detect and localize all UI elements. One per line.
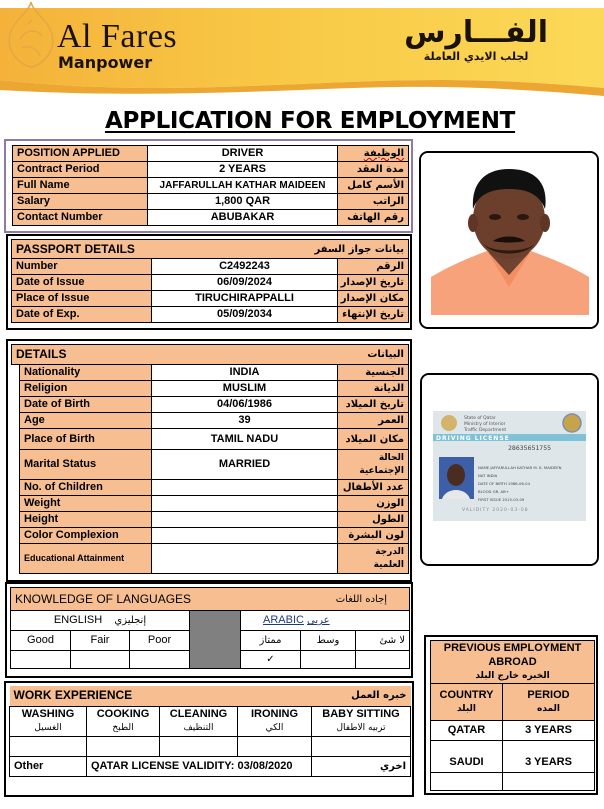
english-label: ENGLISH [53,614,103,626]
position-label-ar: الوظيفة [338,146,409,162]
weight-value[interactable] [152,496,338,512]
svg-text:Ministry of Interior: Ministry of Interior [464,422,506,427]
prev-employment-title: PREVIOUS EMPLOYMENT ABROAD [443,642,582,668]
work-col-cleaning-ar: التنظيف [183,723,214,733]
table-row [13,162,409,178]
table-row [12,275,409,291]
table-row [12,381,409,397]
complexion-label-ar: لون البشرة [338,528,409,544]
section-header-row [12,240,409,259]
table-row [12,413,409,429]
table-row [12,307,409,323]
page-title: APPLICATION FOR EMPLOYMENT [104,108,516,134]
contact-number-label: Contact Number [13,210,148,226]
work-col-ironing-ar: الكي [265,723,284,733]
license-header-en: State of Qatar [464,416,496,421]
arabic-level-average: وسط [301,631,356,651]
languages-title: KNOWLEDGE OF LANGUAGES [15,591,192,606]
passport-number-label-ar: الرقم [338,259,409,275]
work-col-cooking-en: COOKING [96,708,150,720]
languages-header [11,588,410,611]
applicant-photo-frame [419,151,599,329]
col-country-en: COUNTRY [439,689,494,701]
svg-text:NAT INDIA: NAT INDIA [478,473,498,478]
table-row [13,178,409,194]
date-of-issue-label: Date of Issue [12,275,152,291]
date-of-birth-label: Date of Birth [20,397,152,413]
table-row [12,496,409,512]
brand-logo-arabic [404,16,548,64]
children-label: No. of Children [20,480,152,496]
english-good-mark[interactable] [11,651,71,669]
svg-text:FIRST ISSUE 2015-03-09: FIRST ISSUE 2015-03-09 [478,497,525,502]
languages-table [10,587,410,669]
cooking-value[interactable] [87,736,160,756]
washing-value[interactable] [10,736,87,756]
svg-text:DATE OF BIRTH 1986-06-04: DATE OF BIRTH 1986-06-04 [478,481,530,486]
position-label: POSITION APPLIED [13,146,148,162]
table-row [12,259,409,275]
weight-label-ar: الوزن [338,496,409,512]
prev-country-2: SAUDI [431,741,503,773]
work-values-row [10,736,411,756]
table-row [12,480,409,496]
passport-title: PASSPORT DETAILS [16,241,135,256]
place-of-issue-label-ar: مكان الإصدار [338,291,409,307]
previous-employment-table [430,640,595,791]
salary-label: Salary [13,194,148,210]
arabic-none-mark[interactable] [356,651,410,669]
driving-license-frame [420,373,599,566]
english-level-poor: Poor [130,631,190,651]
arabic-label-ar: عربى [307,615,330,626]
salary-label-ar: الراتب [338,194,409,210]
date-of-expiry-label-ar: تاريخ الإنتهاء [338,307,409,323]
date-of-expiry-label: Date of Exp. [12,307,152,323]
table-row [13,146,409,162]
arabic-level-none: لا شئ [356,631,410,651]
contract-period-label: Contract Period [13,162,148,178]
nationality-label: Nationality [20,365,152,381]
position-value: DRIVER [148,146,338,162]
religion-label-ar: الديانة [338,381,409,397]
work-col-cooking [87,706,160,736]
education-label: Educational Attainment [20,544,152,574]
english-poor-mark[interactable] [130,651,190,669]
applicant-photo [421,153,597,327]
salary-value: 1,800 QAR [148,194,338,210]
place-of-birth-value: TAMIL NADU [152,429,338,450]
work-col-cleaning-en: CLEANING [169,708,228,720]
work-col-ironing-en: IRONING [250,708,299,720]
marital-status-label-ar: الحالة الإجتماعية [338,450,409,480]
passport-header [12,240,409,259]
section-header-row [12,345,409,365]
languages-section [5,582,413,678]
work-col-washing-ar: الغسيل [34,723,62,733]
section-header-row [431,641,595,684]
weight-label: Weight [20,496,152,512]
passport-table [11,239,409,323]
baby-sitting-value[interactable] [312,736,411,756]
contract-period-value: 2 YEARS [148,162,338,178]
date-of-birth-label-ar: تاريخ الميلاد [338,397,409,413]
table-row [12,397,409,413]
arabic-level-excellent: ممتاز [241,631,301,651]
place-of-issue-value: TIRUCHIRAPPALLI [152,291,338,307]
passport-number-label: Number [12,259,152,275]
english-label-ar: إنجليزي [114,615,147,626]
contact-number-label-ar: رقم الهاتف [338,210,409,226]
passport-section [6,234,412,330]
driving-license-image [422,375,597,564]
date-of-expiry-value: 05/09/2034 [152,307,338,323]
work-col-washing-en: WASHING [21,708,75,720]
age-value: 39 [152,413,338,429]
religion-value: MUSLIM [152,381,338,397]
table-row [12,528,409,544]
marital-status-label: Marital Status [20,450,152,480]
contact-number-value: ABUBAKAR [148,210,338,226]
height-label: Height [20,512,152,528]
details-section [6,339,412,582]
col-period-en: PERIOD [527,689,570,701]
table-row [12,512,409,528]
date-of-issue-value: 06/09/2024 [152,275,338,291]
header-banner [0,0,604,100]
complexion-value[interactable] [152,528,338,544]
calligraphy-emblem-icon [0,0,62,70]
table-row [12,429,409,450]
passport-title-ar: بيانات جواز السفر [314,243,405,255]
language-name-row [11,611,410,631]
full-name-value: JAFFARULLAH KATHAR MAIDEEN [148,178,338,194]
date-of-issue-label-ar: تاريخ الإصدار [338,275,409,291]
table-row [12,450,409,480]
other-label: Other [10,756,87,776]
passport-number-value: C2492243 [152,259,338,275]
prev-period-1: 3 YEARS [503,721,595,741]
col-country-ar: البلد [456,704,476,714]
arabic-excellent-checkmark[interactable]: ✓ [241,651,301,669]
work-col-washing [10,706,87,736]
prev-period-3[interactable] [503,773,595,791]
svg-text:Traffic Department: Traffic Department [464,428,507,433]
work-other-row [10,756,411,776]
languages-title-ar: إجاده اللغات [335,593,388,605]
brand-name-en: Al Fares [57,18,178,55]
table-row [12,365,409,381]
full-name-label: Full Name [13,178,148,194]
children-label-ar: عدد الأطفال [338,480,409,496]
work-experience-table [9,686,411,777]
english-level-good: Good [11,631,71,651]
full-name-label-ar: الأسم كامل [338,178,409,194]
prev-period-2: 3 YEARS [503,741,595,773]
table-row [13,210,409,226]
section-header-row [10,686,411,706]
work-columns-row [10,706,411,736]
place-of-birth-label-ar: مكان الميلاد [338,429,409,450]
age-label: Age [20,413,152,429]
contract-period-label-ar: مدة العقد [338,162,409,178]
height-label-ar: الطول [338,512,409,528]
table-row [431,741,595,773]
details-table [11,344,409,574]
work-col-ironing [238,706,312,736]
work-col-baby-sitting-en: BABY SITTING [322,708,400,720]
svg-text:28635651755: 28635651755 [508,444,552,452]
date-of-birth-value: 04/06/1986 [152,397,338,413]
education-value[interactable] [152,544,338,574]
complexion-label: Color Complexion [20,528,152,544]
arabic-average-mark[interactable] [301,651,356,669]
height-value[interactable] [152,512,338,528]
details-title: DETAILS [16,347,67,361]
brand-subtitle-en: Manpower [58,53,153,72]
place-of-birth-label: Place of Birth [20,429,152,450]
work-col-cooking-ar: الطبخ [112,723,134,733]
nationality-label-ar: الجنسية [338,365,409,381]
brand-name-ar: الفـــارس [404,15,548,50]
english-fair-mark[interactable] [71,651,130,669]
position-table [12,145,409,226]
table-row [12,544,409,574]
col-period-ar: المده [537,704,561,714]
cleaning-value[interactable] [160,736,238,756]
svg-text:DRIVING LICENSE: DRIVING LICENSE [436,435,510,442]
prev-country-3[interactable] [431,773,503,791]
position-section [4,139,413,233]
prev-employment-header [431,641,595,684]
place-of-issue-label: Place of Issue [12,291,152,307]
religion-label: Religion [20,381,152,397]
language-divider [190,611,241,669]
svg-text:BLOOD GR. AB+: BLOOD GR. AB+ [478,489,509,494]
children-value[interactable] [152,480,338,496]
arabic-header [241,611,410,631]
arabic-label: ARABIC [263,614,304,626]
details-header [12,345,409,365]
age-label-ar: العمر [338,413,409,429]
brand-logo-english [57,20,177,72]
marital-status-value: MARRIED [152,450,338,480]
col-country [431,684,503,721]
table-row [12,291,409,307]
svg-text:VALIDITY 2020-03-08: VALIDITY 2020-03-08 [462,508,529,513]
work-col-baby-sitting [312,706,411,736]
prev-employment-columns-row [431,684,595,721]
details-indent [12,365,20,574]
previous-employment-section [424,635,598,795]
english-level-fair: Fair [71,631,130,651]
brand-subtitle-ar: لجلب الايدي العاملة [423,50,529,63]
work-col-baby-sitting-ar: تربيه الاطفال [336,723,386,733]
other-label-ar: اخري [312,756,411,776]
details-title-ar: البيانات [367,349,404,360]
prev-country-1: QATAR [431,721,503,741]
col-period [503,684,595,721]
prev-employment-title-ar: الخبره خارج البلد [475,671,550,681]
table-row [431,773,595,791]
svg-text:NAME JAFFARULLAH KATHAR M. K.: NAME JAFFARULLAH KATHAR M. K. MAIDEEN [478,465,562,470]
work-title: WORK EXPERIENCE [13,688,133,703]
work-col-cleaning [160,706,238,736]
education-label-ar: الدرجة العلمية [338,544,409,574]
section-header-row [11,588,410,611]
work-header [10,686,411,706]
english-header [11,611,190,631]
table-row [431,721,595,741]
nationality-value: INDIA [152,365,338,381]
work-experience-section [4,681,414,797]
ironing-value[interactable] [238,736,312,756]
other-value: QATAR LICENSE VALIDITY: 03/08/2020 [87,756,312,776]
table-row [13,194,409,210]
work-title-ar: خبره العمل [351,690,407,702]
